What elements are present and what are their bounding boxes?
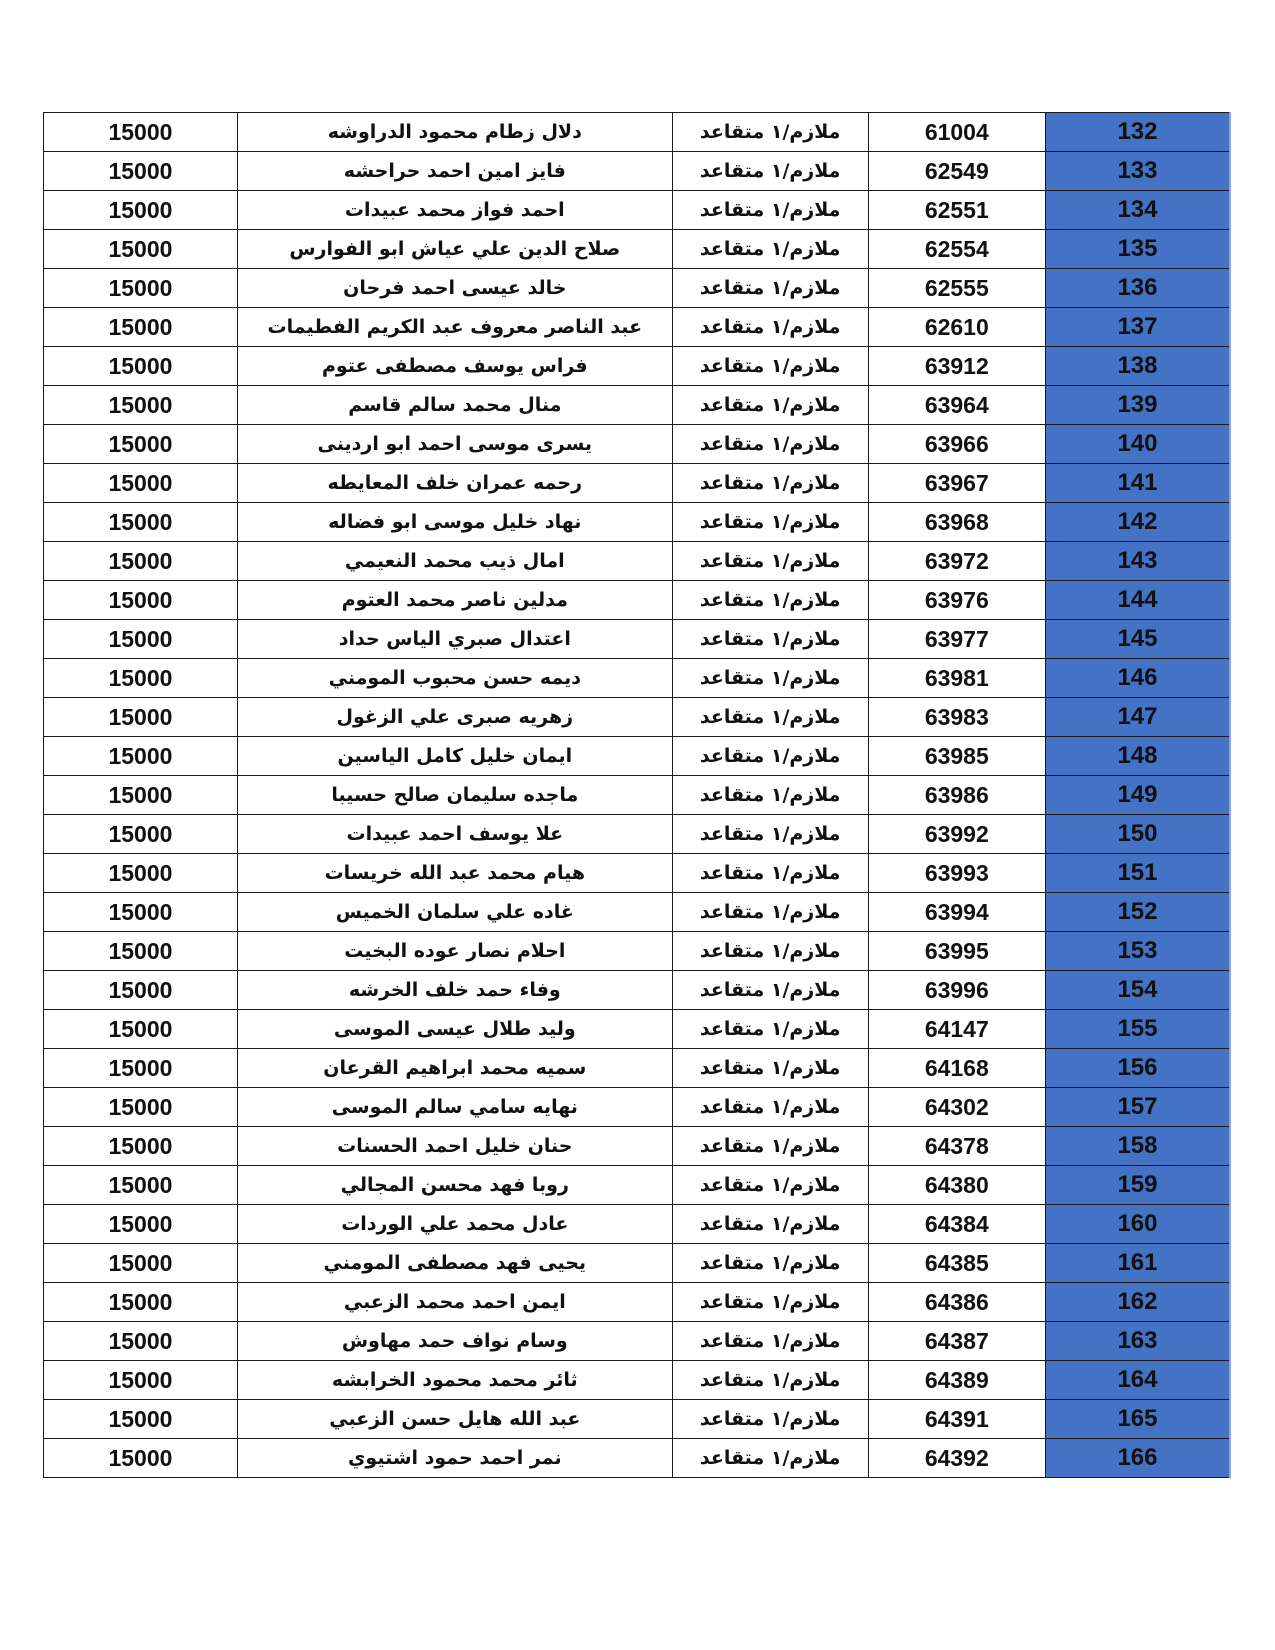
amount-cell: 15000 — [44, 503, 238, 542]
amount-cell: 15000 — [44, 230, 238, 269]
amount-cell: 15000 — [44, 581, 238, 620]
sequence-number-cell: 152 — [1045, 893, 1230, 932]
amount-cell: 15000 — [44, 971, 238, 1010]
name-cell: دلال زطام محمود الدراوشه — [237, 113, 672, 152]
rank-cell: ملازم/١ متقاعد — [672, 503, 868, 542]
table-row — [44, 1049, 1231, 1088]
name-cell: عادل محمد علي الوردات — [237, 1205, 672, 1244]
name-cell: عبد الله هايل حسن الزعبي — [237, 1400, 672, 1439]
amount-cell: 15000 — [44, 1205, 238, 1244]
rank-cell: ملازم/١ متقاعد — [672, 620, 868, 659]
military-number-cell: 64302 — [868, 1088, 1045, 1127]
amount-cell: 15000 — [44, 1244, 238, 1283]
roster-sheet — [43, 112, 1231, 1478]
amount-cell: 15000 — [44, 269, 238, 308]
sequence-number-cell: 138 — [1045, 347, 1230, 386]
sequence-number-cell: 151 — [1045, 854, 1230, 893]
rank-cell: ملازم/١ متقاعد — [672, 1244, 868, 1283]
amount-cell: 15000 — [44, 815, 238, 854]
sequence-number-cell: 165 — [1045, 1400, 1230, 1439]
table-row — [44, 1166, 1231, 1205]
military-number-cell: 63981 — [868, 659, 1045, 698]
military-number-cell: 63972 — [868, 542, 1045, 581]
sequence-number-cell: 134 — [1045, 191, 1230, 230]
rank-cell: ملازم/١ متقاعد — [672, 1010, 868, 1049]
name-cell: صلاح الدين علي عياش ابو الفوارس — [237, 230, 672, 269]
military-number-cell: 64384 — [868, 1205, 1045, 1244]
military-number-cell: 63993 — [868, 854, 1045, 893]
military-number-cell: 64389 — [868, 1361, 1045, 1400]
rank-cell: ملازم/١ متقاعد — [672, 659, 868, 698]
name-cell: يسرى موسى احمد ابو اردينى — [237, 425, 672, 464]
sequence-number-cell: 143 — [1045, 542, 1230, 581]
amount-cell: 15000 — [44, 152, 238, 191]
name-cell: زهريه صبرى علي الزغول — [237, 698, 672, 737]
table-row — [44, 932, 1231, 971]
amount-cell: 15000 — [44, 1400, 238, 1439]
name-cell: خالد عيسى احمد فرحان — [237, 269, 672, 308]
rank-cell: ملازم/١ متقاعد — [672, 1400, 868, 1439]
military-number-cell: 64386 — [868, 1283, 1045, 1322]
military-number-cell: 63964 — [868, 386, 1045, 425]
name-cell: ايمان خليل كامل الياسين — [237, 737, 672, 776]
military-number-cell: 64385 — [868, 1244, 1045, 1283]
table-row — [44, 386, 1231, 425]
name-cell: نهاد خليل موسى ابو فضاله — [237, 503, 672, 542]
sequence-number-cell: 141 — [1045, 464, 1230, 503]
name-cell: فايز امين احمد حراحشه — [237, 152, 672, 191]
sequence-number-cell: 133 — [1045, 152, 1230, 191]
table-row — [44, 815, 1231, 854]
rank-cell: ملازم/١ متقاعد — [672, 230, 868, 269]
table-row — [44, 542, 1231, 581]
rank-cell: ملازم/١ متقاعد — [672, 698, 868, 737]
table-row — [44, 1283, 1231, 1322]
sequence-number-cell: 166 — [1045, 1439, 1230, 1478]
amount-cell: 15000 — [44, 191, 238, 230]
name-cell: وفاء حمد خلف الخرشه — [237, 971, 672, 1010]
table-row — [44, 854, 1231, 893]
table-row — [44, 659, 1231, 698]
rank-cell: ملازم/١ متقاعد — [672, 386, 868, 425]
name-cell: ايمن احمد محمد الزعبي — [237, 1283, 672, 1322]
name-cell: ديمه حسن محبوب المومني — [237, 659, 672, 698]
sequence-number-cell: 155 — [1045, 1010, 1230, 1049]
sequence-number-cell: 158 — [1045, 1127, 1230, 1166]
rank-cell: ملازم/١ متقاعد — [672, 1127, 868, 1166]
rank-cell: ملازم/١ متقاعد — [672, 308, 868, 347]
sequence-number-cell: 163 — [1045, 1322, 1230, 1361]
military-number-cell: 63966 — [868, 425, 1045, 464]
amount-cell: 15000 — [44, 1361, 238, 1400]
name-cell: اعتدال صبري الياس حداد — [237, 620, 672, 659]
table-row — [44, 1127, 1231, 1166]
rank-cell: ملازم/١ متقاعد — [672, 1166, 868, 1205]
name-cell: مدلين ناصر محمد العتوم — [237, 581, 672, 620]
amount-cell: 15000 — [44, 1439, 238, 1478]
military-number-cell: 62555 — [868, 269, 1045, 308]
table-row — [44, 581, 1231, 620]
rank-cell: ملازم/١ متقاعد — [672, 464, 868, 503]
rank-cell: ملازم/١ متقاعد — [672, 737, 868, 776]
military-number-cell: 64387 — [868, 1322, 1045, 1361]
military-number-cell: 63992 — [868, 815, 1045, 854]
table-row — [44, 776, 1231, 815]
name-cell: سميه محمد ابراهيم القرعان — [237, 1049, 672, 1088]
amount-cell: 15000 — [44, 932, 238, 971]
rank-cell: ملازم/١ متقاعد — [672, 893, 868, 932]
table-row — [44, 230, 1231, 269]
name-cell: وسام نواف حمد مهاوش — [237, 1322, 672, 1361]
sequence-number-cell: 146 — [1045, 659, 1230, 698]
name-cell: رحمه عمران خلف المعايطه — [237, 464, 672, 503]
sequence-number-cell: 148 — [1045, 737, 1230, 776]
rank-cell: ملازم/١ متقاعد — [672, 1322, 868, 1361]
sequence-number-cell: 164 — [1045, 1361, 1230, 1400]
sequence-number-cell: 162 — [1045, 1283, 1230, 1322]
name-cell: عبد الناصر معروف عبد الكريم الفطيمات — [237, 308, 672, 347]
name-cell: منال محمد سالم قاسم — [237, 386, 672, 425]
military-number-cell: 63995 — [868, 932, 1045, 971]
sequence-number-cell: 135 — [1045, 230, 1230, 269]
table-row — [44, 269, 1231, 308]
rank-cell: ملازم/١ متقاعد — [672, 113, 868, 152]
military-number-cell: 62554 — [868, 230, 1045, 269]
name-cell: وليد طلال عيسى الموسى — [237, 1010, 672, 1049]
table-row — [44, 308, 1231, 347]
table-row — [44, 620, 1231, 659]
roster-body — [44, 113, 1231, 1478]
sequence-number-cell: 145 — [1045, 620, 1230, 659]
rank-cell: ملازم/١ متقاعد — [672, 971, 868, 1010]
table-row — [44, 698, 1231, 737]
rank-cell: ملازم/١ متقاعد — [672, 1439, 868, 1478]
amount-cell: 15000 — [44, 854, 238, 893]
table-row — [44, 1010, 1231, 1049]
military-number-cell: 63996 — [868, 971, 1045, 1010]
sequence-number-cell: 150 — [1045, 815, 1230, 854]
name-cell: روبا فهد محسن المجالي — [237, 1166, 672, 1205]
rank-cell: ملازم/١ متقاعد — [672, 1205, 868, 1244]
table-row — [44, 1400, 1231, 1439]
name-cell: حنان خليل احمد الحسنات — [237, 1127, 672, 1166]
military-number-cell: 63983 — [868, 698, 1045, 737]
amount-cell: 15000 — [44, 659, 238, 698]
amount-cell: 15000 — [44, 776, 238, 815]
rank-cell: ملازم/١ متقاعد — [672, 347, 868, 386]
sequence-number-cell: 144 — [1045, 581, 1230, 620]
amount-cell: 15000 — [44, 308, 238, 347]
military-number-cell: 64378 — [868, 1127, 1045, 1166]
sequence-number-cell: 140 — [1045, 425, 1230, 464]
amount-cell: 15000 — [44, 464, 238, 503]
table-row — [44, 1322, 1231, 1361]
military-number-cell: 61004 — [868, 113, 1045, 152]
military-number-cell: 63994 — [868, 893, 1045, 932]
table-row — [44, 152, 1231, 191]
military-number-cell: 63912 — [868, 347, 1045, 386]
military-number-cell: 64147 — [868, 1010, 1045, 1049]
sequence-number-cell: 154 — [1045, 971, 1230, 1010]
name-cell: نهايه سامي سالم الموسى — [237, 1088, 672, 1127]
military-number-cell: 63968 — [868, 503, 1045, 542]
name-cell: احمد فواز محمد عبيدات — [237, 191, 672, 230]
military-number-cell: 63976 — [868, 581, 1045, 620]
name-cell: نمر احمد حمود اشتيوي — [237, 1439, 672, 1478]
military-number-cell: 63986 — [868, 776, 1045, 815]
amount-cell: 15000 — [44, 893, 238, 932]
amount-cell: 15000 — [44, 737, 238, 776]
sequence-number-cell: 132 — [1045, 113, 1230, 152]
military-number-cell: 63985 — [868, 737, 1045, 776]
amount-cell: 15000 — [44, 347, 238, 386]
name-cell: فراس يوسف مصطفى عتوم — [237, 347, 672, 386]
amount-cell: 15000 — [44, 1127, 238, 1166]
table-row — [44, 1244, 1231, 1283]
military-number-cell: 63967 — [868, 464, 1045, 503]
name-cell: ماجده سليمان صالح حسيبا — [237, 776, 672, 815]
sequence-number-cell: 142 — [1045, 503, 1230, 542]
rank-cell: ملازم/١ متقاعد — [672, 1088, 868, 1127]
rank-cell: ملازم/١ متقاعد — [672, 152, 868, 191]
amount-cell: 15000 — [44, 386, 238, 425]
sequence-number-cell: 156 — [1045, 1049, 1230, 1088]
military-number-cell: 64168 — [868, 1049, 1045, 1088]
name-cell: احلام نصار عوده البخيت — [237, 932, 672, 971]
rank-cell: ملازم/١ متقاعد — [672, 854, 868, 893]
amount-cell: 15000 — [44, 1166, 238, 1205]
amount-cell: 15000 — [44, 1010, 238, 1049]
military-number-cell: 64380 — [868, 1166, 1045, 1205]
rank-cell: ملازم/١ متقاعد — [672, 191, 868, 230]
military-number-cell: 64391 — [868, 1400, 1045, 1439]
military-number-cell: 62551 — [868, 191, 1045, 230]
sequence-number-cell: 160 — [1045, 1205, 1230, 1244]
sequence-number-cell: 157 — [1045, 1088, 1230, 1127]
military-number-cell: 62549 — [868, 152, 1045, 191]
rank-cell: ملازم/١ متقاعد — [672, 932, 868, 971]
rank-cell: ملازم/١ متقاعد — [672, 1361, 868, 1400]
sequence-number-cell: 161 — [1045, 1244, 1230, 1283]
military-number-cell: 62610 — [868, 308, 1045, 347]
amount-cell: 15000 — [44, 425, 238, 464]
sequence-number-cell: 153 — [1045, 932, 1230, 971]
rank-cell: ملازم/١ متقاعد — [672, 542, 868, 581]
roster-table — [43, 112, 1231, 1478]
table-row — [44, 971, 1231, 1010]
table-row — [44, 1205, 1231, 1244]
rank-cell: ملازم/١ متقاعد — [672, 1283, 868, 1322]
rank-cell: ملازم/١ متقاعد — [672, 425, 868, 464]
amount-cell: 15000 — [44, 620, 238, 659]
table-row — [44, 464, 1231, 503]
sequence-number-cell: 159 — [1045, 1166, 1230, 1205]
amount-cell: 15000 — [44, 542, 238, 581]
table-row — [44, 1439, 1231, 1478]
rank-cell: ملازم/١ متقاعد — [672, 269, 868, 308]
table-row — [44, 1088, 1231, 1127]
rank-cell: ملازم/١ متقاعد — [672, 1049, 868, 1088]
amount-cell: 15000 — [44, 1322, 238, 1361]
amount-cell: 15000 — [44, 1088, 238, 1127]
table-row — [44, 347, 1231, 386]
name-cell: غاده علي سلمان الخميس — [237, 893, 672, 932]
amount-cell: 15000 — [44, 698, 238, 737]
military-number-cell: 64392 — [868, 1439, 1045, 1478]
sequence-number-cell: 137 — [1045, 308, 1230, 347]
name-cell: هيام محمد عبد الله خريسات — [237, 854, 672, 893]
table-row — [44, 191, 1231, 230]
amount-cell: 15000 — [44, 1049, 238, 1088]
amount-cell: 15000 — [44, 113, 238, 152]
sequence-number-cell: 136 — [1045, 269, 1230, 308]
name-cell: علا يوسف احمد عبيدات — [237, 815, 672, 854]
name-cell: يحيى فهد مصطفى المومني — [237, 1244, 672, 1283]
rank-cell: ملازم/١ متقاعد — [672, 815, 868, 854]
sequence-number-cell: 149 — [1045, 776, 1230, 815]
sequence-number-cell: 139 — [1045, 386, 1230, 425]
table-row — [44, 1361, 1231, 1400]
amount-cell: 15000 — [44, 1283, 238, 1322]
table-row — [44, 893, 1231, 932]
rank-cell: ملازم/١ متقاعد — [672, 776, 868, 815]
sequence-number-cell: 147 — [1045, 698, 1230, 737]
table-row — [44, 113, 1231, 152]
military-number-cell: 63977 — [868, 620, 1045, 659]
table-row — [44, 737, 1231, 776]
name-cell: امال ذيب محمد النعيمي — [237, 542, 672, 581]
table-row — [44, 503, 1231, 542]
table-row — [44, 425, 1231, 464]
rank-cell: ملازم/١ متقاعد — [672, 581, 868, 620]
name-cell: ثائر محمد محمود الخرابشه — [237, 1361, 672, 1400]
